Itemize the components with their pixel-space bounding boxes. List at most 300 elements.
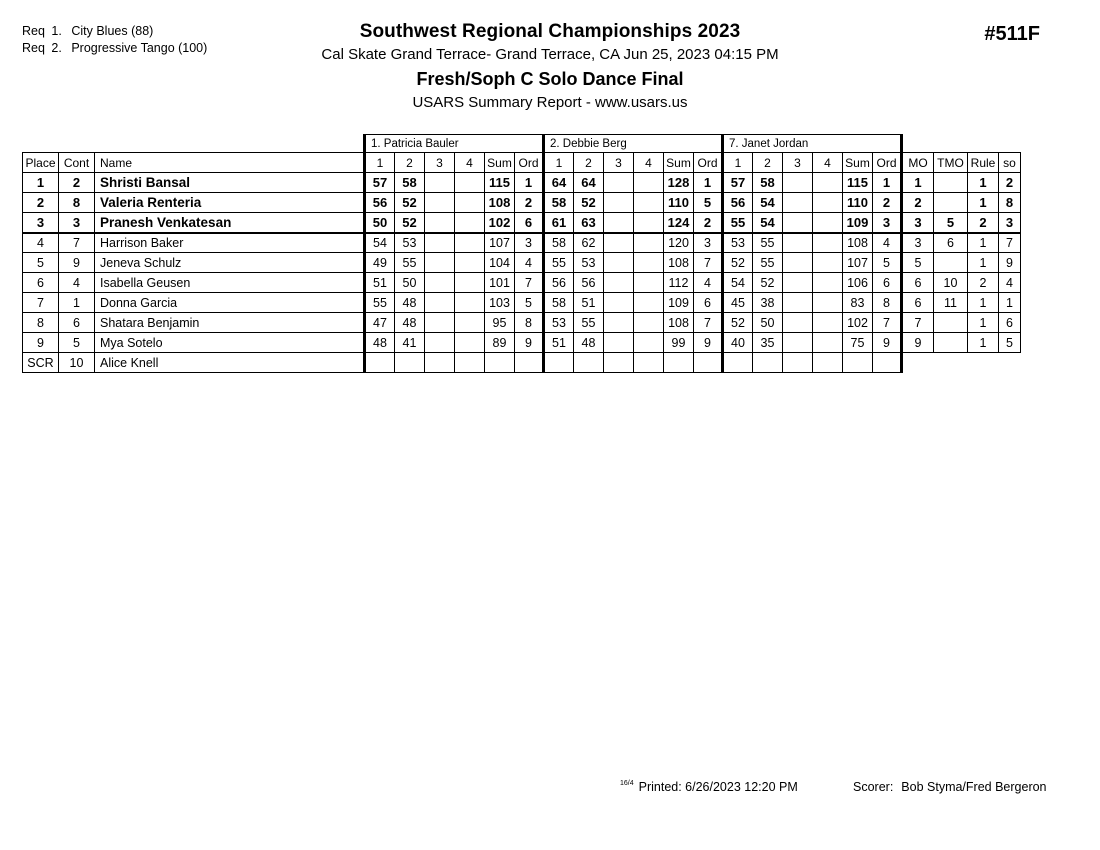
cell-j1-d3 — [425, 253, 455, 273]
header-j1-sum: Sum — [485, 153, 515, 173]
cell-name: Shatara Benjamin — [95, 313, 365, 333]
cell-tmo — [934, 193, 968, 213]
cell-j1-d1: 54 — [365, 233, 395, 253]
cell-cont: 2 — [59, 173, 95, 193]
cell-j3-d3 — [783, 253, 813, 273]
cell-so: 8 — [999, 193, 1021, 213]
table-row — [23, 193, 1021, 213]
cell-j2-sum: 108 — [664, 253, 694, 273]
cell-j3-d1 — [723, 353, 753, 373]
cell-j1-d1: 51 — [365, 273, 395, 293]
requirement-number: 1. — [51, 24, 62, 38]
cell-place: 3 — [23, 213, 59, 233]
cell-place: 4 — [23, 233, 59, 253]
cell-j1-d2: 50 — [395, 273, 425, 293]
header-j1-d4: 4 — [455, 153, 485, 173]
cell-j3-d4 — [813, 313, 843, 333]
cell-j2-d2: 51 — [574, 293, 604, 313]
cell-j3-d1: 57 — [723, 173, 753, 193]
cell-j2-d4 — [634, 313, 664, 333]
scorer-label: Scorer: — [853, 780, 894, 794]
cell-j3-sum: 75 — [843, 333, 873, 353]
cell-j2-d1: 64 — [544, 173, 574, 193]
cell-j3-sum: 83 — [843, 293, 873, 313]
cell-j1-d1: 47 — [365, 313, 395, 333]
cell-j1-d4 — [455, 193, 485, 213]
cell-j2-ord — [694, 353, 723, 373]
cell-tmo: 6 — [934, 233, 968, 253]
requirement-name: Progressive Tango (100) — [71, 41, 208, 55]
cell-j3-ord: 3 — [873, 213, 902, 233]
cell-j1-d2 — [395, 353, 425, 373]
report-code: 16/4 — [620, 780, 634, 787]
cell-mo — [902, 353, 934, 373]
cell-j3-ord: 4 — [873, 233, 902, 253]
cell-place: 1 — [23, 173, 59, 193]
report-header — [0, 20, 1100, 114]
cell-name: Shristi Bansal — [95, 173, 365, 193]
cell-j1-ord: 4 — [515, 253, 544, 273]
cell-j2-d4 — [634, 273, 664, 293]
table-row — [23, 313, 1021, 333]
requirement-label: Req — [22, 41, 45, 55]
judge-1-label: 1. Patricia Bauler — [365, 135, 544, 153]
cell-name: Isabella Geusen — [95, 273, 365, 293]
cell-j3-d2: 54 — [753, 193, 783, 213]
cell-j2-ord: 4 — [694, 273, 723, 293]
header-j2-d4: 4 — [634, 153, 664, 173]
cell-j1-ord: 6 — [515, 213, 544, 233]
banner-spacer — [902, 135, 934, 153]
cell-j2-sum — [664, 353, 694, 373]
cell-rule: 1 — [968, 333, 999, 353]
cell-j3-d1: 54 — [723, 273, 753, 293]
cell-j3-ord: 9 — [873, 333, 902, 353]
cell-j2-d1 — [544, 353, 574, 373]
cell-j1-d2: 58 — [395, 173, 425, 193]
cell-j3-d1: 53 — [723, 233, 753, 253]
cell-j3-d2: 58 — [753, 173, 783, 193]
cell-mo: 5 — [902, 253, 934, 273]
cell-j1-d1: 49 — [365, 253, 395, 273]
cell-j2-sum: 124 — [664, 213, 694, 233]
cell-j1-d4 — [455, 273, 485, 293]
cell-j3-d2 — [753, 353, 783, 373]
cell-j1-d3 — [425, 213, 455, 233]
cell-j3-d4 — [813, 353, 843, 373]
table-row — [23, 353, 1021, 373]
cell-j1-d3 — [425, 313, 455, 333]
cell-j1-d4 — [455, 173, 485, 193]
cell-j2-ord: 7 — [694, 253, 723, 273]
cell-j2-d3 — [604, 273, 634, 293]
cell-place: 6 — [23, 273, 59, 293]
cell-so: 5 — [999, 333, 1021, 353]
cell-j3-ord: 1 — [873, 173, 902, 193]
cell-name: Mya Sotelo — [95, 333, 365, 353]
cell-tmo — [934, 333, 968, 353]
cell-j2-sum: 128 — [664, 173, 694, 193]
cell-j2-d1: 56 — [544, 273, 574, 293]
cell-j3-sum: 108 — [843, 233, 873, 253]
cell-cont: 3 — [59, 213, 95, 233]
cell-j3-d4 — [813, 333, 843, 353]
cell-j1-d1: 55 — [365, 293, 395, 313]
report-subtitle: USARS Summary Report - www.usars.us — [412, 94, 688, 111]
cell-j2-d3 — [604, 293, 634, 313]
cell-rule: 1 — [968, 193, 999, 213]
cell-j2-d3 — [604, 253, 634, 273]
cell-j2-d2: 53 — [574, 253, 604, 273]
cell-j1-d4 — [455, 213, 485, 233]
header-place: Place — [23, 153, 59, 173]
cell-j2-d2: 63 — [574, 213, 604, 233]
cell-place: 8 — [23, 313, 59, 333]
cell-so: 9 — [999, 253, 1021, 273]
cell-j3-d1: 52 — [723, 313, 753, 333]
cell-j3-ord: 5 — [873, 253, 902, 273]
scorer-info — [853, 780, 1047, 794]
cell-j3-d2: 38 — [753, 293, 783, 313]
cell-name: Harrison Baker — [95, 233, 365, 253]
cell-j3-d1: 56 — [723, 193, 753, 213]
judge-3-label: 7. Janet Jordan — [723, 135, 902, 153]
cell-so: 2 — [999, 173, 1021, 193]
banner-spacer — [23, 135, 59, 153]
cell-j3-d4 — [813, 293, 843, 313]
venue-datetime: Cal Skate Grand Terrace- Grand Terrace, CA Jun 25, 2023 04:15 PM — [321, 46, 779, 63]
header-j3-sum: Sum — [843, 153, 873, 173]
cell-name: Valeria Renteria — [95, 193, 365, 213]
cell-j1-sum: 89 — [485, 333, 515, 353]
header-j2-d1: 1 — [544, 153, 574, 173]
printed-info — [620, 780, 798, 794]
cell-j2-d2: 52 — [574, 193, 604, 213]
cell-j2-d1: 51 — [544, 333, 574, 353]
cell-j2-d1: 58 — [544, 233, 574, 253]
cell-j3-d4 — [813, 193, 843, 213]
cell-j2-sum: 120 — [664, 233, 694, 253]
cell-j1-d4 — [455, 313, 485, 333]
cell-j3-d1: 45 — [723, 293, 753, 313]
cell-tmo — [934, 353, 968, 373]
cell-j2-d2: 62 — [574, 233, 604, 253]
cell-j2-d4 — [634, 193, 664, 213]
cell-j3-d3 — [783, 213, 813, 233]
cell-j2-d3 — [604, 233, 634, 253]
cell-place: 5 — [23, 253, 59, 273]
cell-j1-ord: 8 — [515, 313, 544, 333]
header-j2-sum: Sum — [664, 153, 694, 173]
cell-j3-d2: 55 — [753, 233, 783, 253]
cell-j3-sum: 110 — [843, 193, 873, 213]
cell-j3-d3 — [783, 273, 813, 293]
cell-place: 7 — [23, 293, 59, 313]
cell-j1-sum: 104 — [485, 253, 515, 273]
cell-mo: 2 — [902, 193, 934, 213]
cell-j1-sum: 115 — [485, 173, 515, 193]
cell-j2-ord: 2 — [694, 213, 723, 233]
header-rule: Rule — [968, 153, 999, 173]
cell-j3-ord — [873, 353, 902, 373]
header-name: Name — [95, 153, 365, 173]
cell-j2-ord: 7 — [694, 313, 723, 333]
cell-j3-d3 — [783, 233, 813, 253]
cell-j1-d1: 48 — [365, 333, 395, 353]
cell-mo: 9 — [902, 333, 934, 353]
cell-tmo: 10 — [934, 273, 968, 293]
cell-j3-d3 — [783, 313, 813, 333]
cell-j1-d4 — [455, 293, 485, 313]
cell-tmo: 5 — [934, 213, 968, 233]
header-j3-d4: 4 — [813, 153, 843, 173]
table-row — [23, 213, 1021, 233]
cell-j1-d3 — [425, 193, 455, 213]
cell-j1-d2: 52 — [395, 213, 425, 233]
results-table — [22, 134, 1021, 373]
cell-j3-ord: 7 — [873, 313, 902, 333]
cell-j2-d4 — [634, 253, 664, 273]
cell-so: 6 — [999, 313, 1021, 333]
table-header-row — [23, 153, 1021, 173]
cell-name: Jeneva Schulz — [95, 253, 365, 273]
cell-rule: 2 — [968, 273, 999, 293]
cell-j3-d2: 55 — [753, 253, 783, 273]
cell-j1-d4 — [455, 233, 485, 253]
cell-j1-d3 — [425, 173, 455, 193]
cell-j3-ord: 8 — [873, 293, 902, 313]
cell-cont: 8 — [59, 193, 95, 213]
cell-j2-d3 — [604, 173, 634, 193]
cell-tmo — [934, 313, 968, 333]
table-row — [23, 273, 1021, 293]
table-row — [23, 333, 1021, 353]
cell-j2-d3 — [604, 353, 634, 373]
cell-j1-d2: 53 — [395, 233, 425, 253]
cell-j2-d4 — [634, 233, 664, 253]
judge-2-label: 2. Debbie Berg — [544, 135, 723, 153]
cell-cont: 6 — [59, 313, 95, 333]
cell-j1-d1: 56 — [365, 193, 395, 213]
cell-cont: 10 — [59, 353, 95, 373]
cell-j3-sum: 109 — [843, 213, 873, 233]
cell-j2-d2: 56 — [574, 273, 604, 293]
cell-j3-d3 — [783, 173, 813, 193]
cell-mo: 7 — [902, 313, 934, 333]
cell-rule: 1 — [968, 293, 999, 313]
cell-rule: 1 — [968, 233, 999, 253]
cell-j3-d2: 52 — [753, 273, 783, 293]
cell-mo: 1 — [902, 173, 934, 193]
cell-j2-ord: 9 — [694, 333, 723, 353]
event-title: Fresh/Soph C Solo Dance Final — [416, 69, 684, 89]
cell-j1-d2: 48 — [395, 293, 425, 313]
requirement-label: Req — [22, 24, 45, 38]
header-cont: Cont — [59, 153, 95, 173]
cell-j1-d2: 55 — [395, 253, 425, 273]
cell-rule — [968, 353, 999, 373]
cell-j2-sum: 110 — [664, 193, 694, 213]
header-j1-d2: 2 — [395, 153, 425, 173]
cell-j2-d1: 55 — [544, 253, 574, 273]
cell-j2-d3 — [604, 333, 634, 353]
cell-rule: 1 — [968, 173, 999, 193]
cell-j3-d4 — [813, 253, 843, 273]
cell-j3-d2: 35 — [753, 333, 783, 353]
cell-j2-sum: 112 — [664, 273, 694, 293]
cell-rule: 2 — [968, 213, 999, 233]
requirement-name: City Blues (88) — [71, 24, 154, 38]
cell-mo: 6 — [902, 293, 934, 313]
header-j3-ord: Ord — [873, 153, 902, 173]
header-j1-ord: Ord — [515, 153, 544, 173]
cell-j2-d3 — [604, 313, 634, 333]
cell-j1-d2: 48 — [395, 313, 425, 333]
cell-j1-sum: 95 — [485, 313, 515, 333]
cell-j1-d3 — [425, 233, 455, 253]
header-j3-d2: 2 — [753, 153, 783, 173]
header-mo: MO — [902, 153, 934, 173]
cell-place: 9 — [23, 333, 59, 353]
cell-j2-d4 — [634, 353, 664, 373]
cell-name: Alice Knell — [95, 353, 365, 373]
cell-j2-d2: 55 — [574, 313, 604, 333]
cell-mo: 6 — [902, 273, 934, 293]
cell-j1-sum: 103 — [485, 293, 515, 313]
cell-cont: 1 — [59, 293, 95, 313]
cell-j1-d3 — [425, 353, 455, 373]
banner-spacer — [95, 135, 365, 153]
cell-j1-ord — [515, 353, 544, 373]
cell-rule: 1 — [968, 253, 999, 273]
cell-j1-ord: 2 — [515, 193, 544, 213]
cell-j1-d3 — [425, 293, 455, 313]
cell-j3-sum: 107 — [843, 253, 873, 273]
header-tmo: TMO — [934, 153, 968, 173]
cell-j2-d4 — [634, 333, 664, 353]
table-row — [23, 253, 1021, 273]
banner-spacer — [999, 135, 1021, 153]
cell-j2-ord: 6 — [694, 293, 723, 313]
cell-rule: 1 — [968, 313, 999, 333]
header-j2-d3: 3 — [604, 153, 634, 173]
cell-name: Pranesh Venkatesan — [95, 213, 365, 233]
cell-cont: 4 — [59, 273, 95, 293]
cell-j1-d2: 41 — [395, 333, 425, 353]
cell-j3-ord: 2 — [873, 193, 902, 213]
cell-j1-ord: 1 — [515, 173, 544, 193]
cell-j3-d4 — [813, 273, 843, 293]
header-so: so — [999, 153, 1021, 173]
cell-j2-d4 — [634, 173, 664, 193]
cell-name: Donna Garcia — [95, 293, 365, 313]
banner-spacer — [59, 135, 95, 153]
cell-so — [999, 353, 1021, 373]
cell-cont: 5 — [59, 333, 95, 353]
cell-j2-d3 — [604, 213, 634, 233]
banner-spacer — [934, 135, 968, 153]
cell-j3-sum: 115 — [843, 173, 873, 193]
cell-j1-d1: 57 — [365, 173, 395, 193]
header-j3-d1: 1 — [723, 153, 753, 173]
banner-spacer — [968, 135, 999, 153]
cell-j3-d3 — [783, 333, 813, 353]
cell-j1-ord: 7 — [515, 273, 544, 293]
cell-j1-sum: 107 — [485, 233, 515, 253]
cell-j3-d1: 55 — [723, 213, 753, 233]
cell-j1-d4 — [455, 333, 485, 353]
cell-j1-d1: 50 — [365, 213, 395, 233]
requirement-number: 2. — [51, 41, 62, 55]
cell-j3-d1: 52 — [723, 253, 753, 273]
cell-j2-sum: 109 — [664, 293, 694, 313]
cell-cont: 9 — [59, 253, 95, 273]
cell-tmo — [934, 173, 968, 193]
table-row — [23, 233, 1021, 253]
cell-j2-d4 — [634, 213, 664, 233]
cell-so: 4 — [999, 273, 1021, 293]
cell-j1-sum: 108 — [485, 193, 515, 213]
header-j3-d3: 3 — [783, 153, 813, 173]
cell-j3-sum: 106 — [843, 273, 873, 293]
cell-j2-d2: 64 — [574, 173, 604, 193]
cell-so: 1 — [999, 293, 1021, 313]
cell-j3-sum — [843, 353, 873, 373]
cell-j2-d1: 58 — [544, 193, 574, 213]
cell-j1-d4 — [455, 253, 485, 273]
header-j2-ord: Ord — [694, 153, 723, 173]
cell-j1-ord: 3 — [515, 233, 544, 253]
table-row — [23, 173, 1021, 193]
cell-j3-d2: 50 — [753, 313, 783, 333]
cell-place: 2 — [23, 193, 59, 213]
cell-j2-d2 — [574, 353, 604, 373]
cell-j2-ord: 3 — [694, 233, 723, 253]
cell-so: 3 — [999, 213, 1021, 233]
cell-j3-d3 — [783, 293, 813, 313]
cell-j2-d1: 58 — [544, 293, 574, 313]
cell-j2-d1: 61 — [544, 213, 574, 233]
cell-j2-d1: 53 — [544, 313, 574, 333]
cell-cont: 7 — [59, 233, 95, 253]
judge-banner-row — [23, 135, 1021, 153]
cell-j3-d3 — [783, 353, 813, 373]
cell-j1-sum: 101 — [485, 273, 515, 293]
cell-j2-ord: 1 — [694, 173, 723, 193]
cell-j1-d3 — [425, 273, 455, 293]
header-j2-d2: 2 — [574, 153, 604, 173]
cell-so: 7 — [999, 233, 1021, 253]
cell-tmo: 11 — [934, 293, 968, 313]
header-j1-d1: 1 — [365, 153, 395, 173]
cell-j3-sum: 102 — [843, 313, 873, 333]
cell-place: SCR — [23, 353, 59, 373]
cell-j2-ord: 5 — [694, 193, 723, 213]
cell-j3-d4 — [813, 173, 843, 193]
cell-j3-ord: 6 — [873, 273, 902, 293]
cell-j3-d1: 40 — [723, 333, 753, 353]
competition-title: Southwest Regional Championships 2023 — [359, 21, 741, 42]
header-j1-d3: 3 — [425, 153, 455, 173]
event-number: #511F — [984, 23, 1040, 45]
cell-j3-d2: 54 — [753, 213, 783, 233]
cell-j1-ord: 5 — [515, 293, 544, 313]
cell-j2-d2: 48 — [574, 333, 604, 353]
cell-j1-d3 — [425, 333, 455, 353]
cell-j1-ord: 9 — [515, 333, 544, 353]
cell-mo: 3 — [902, 213, 934, 233]
cell-j1-d1 — [365, 353, 395, 373]
